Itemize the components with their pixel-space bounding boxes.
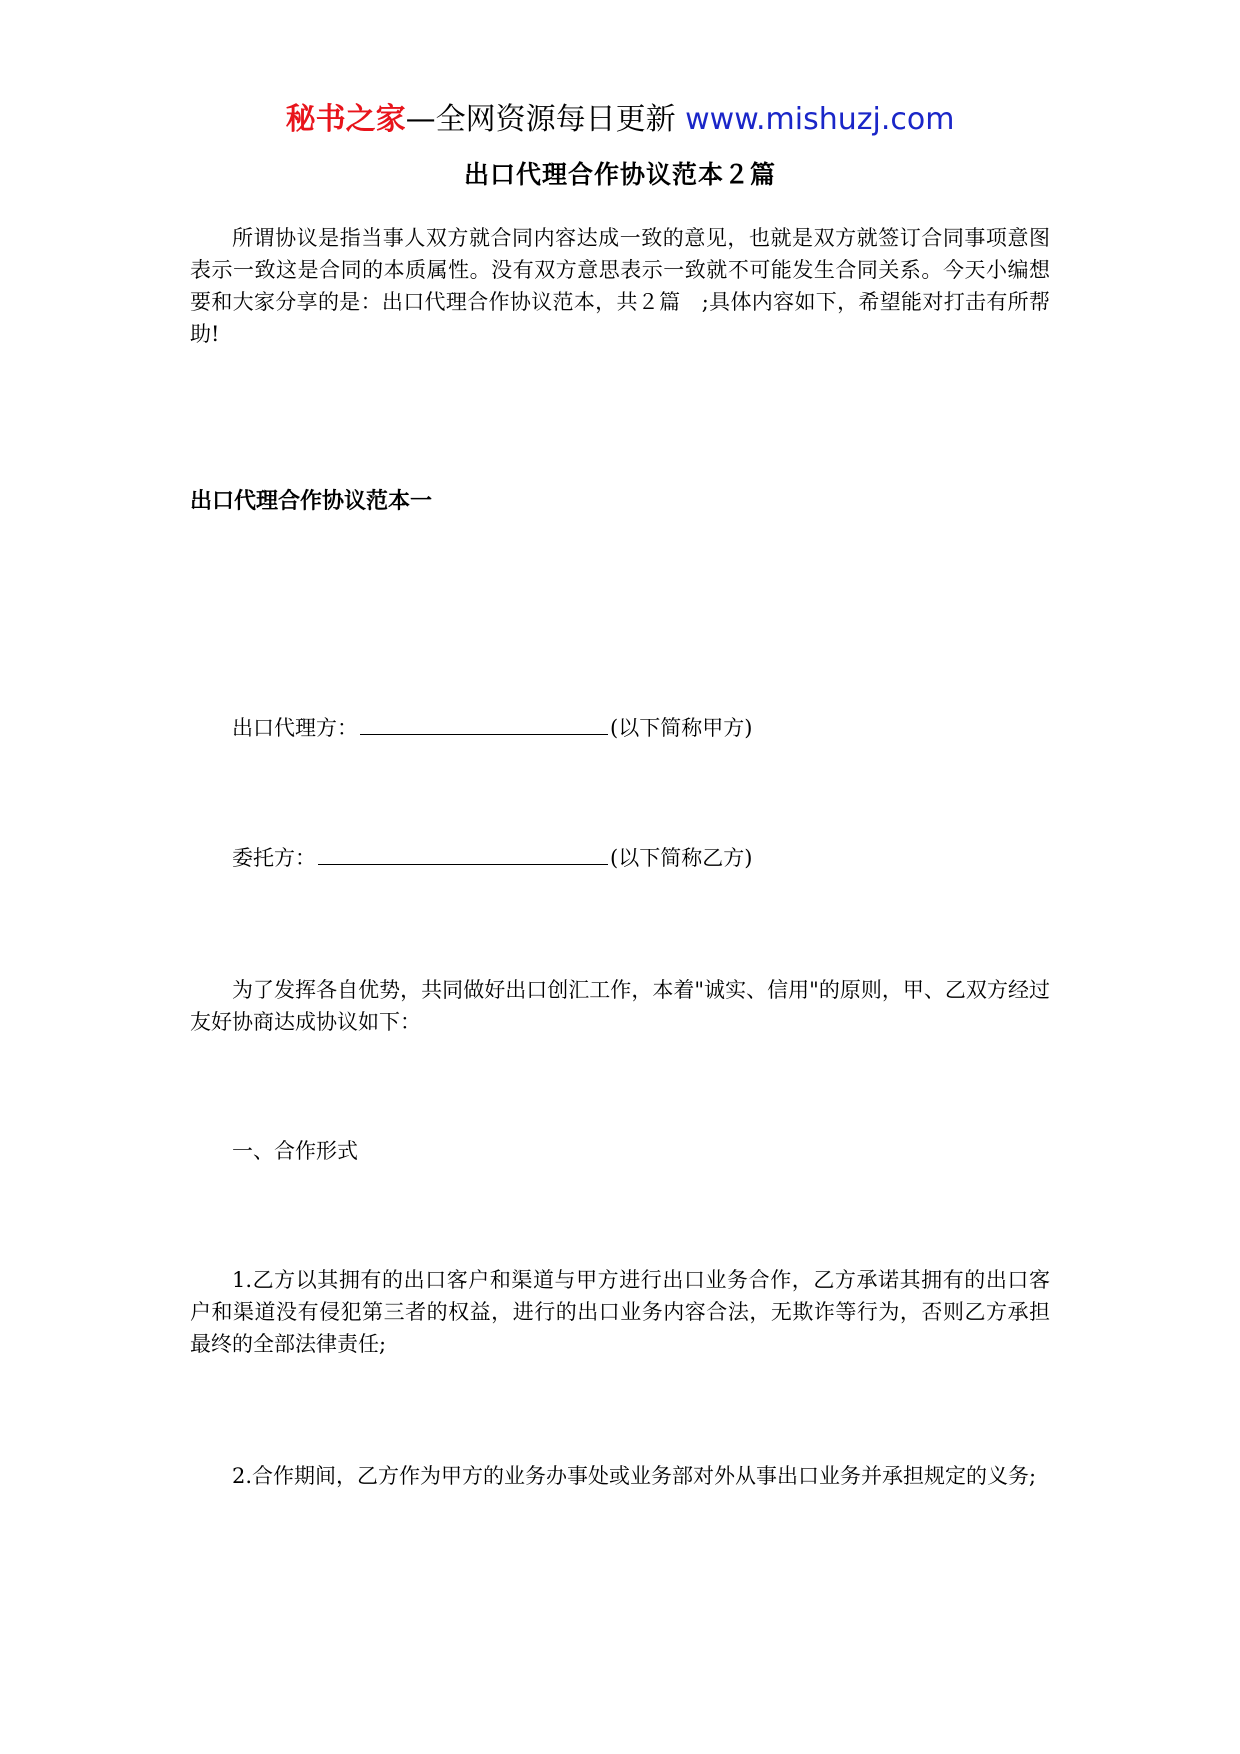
banner-dash: —	[405, 102, 436, 137]
party-b-label: 委托方：	[232, 846, 316, 870]
party-a-suffix: (以下简称甲方)	[610, 716, 753, 740]
clause-paragraph: 1.乙方以其拥有的出口客户和渠道与甲方进行出口业务合作，乙方承诺其拥有的出口客户和渠道没有侵犯第三者的权益，进行的出口业务内容合法，无欺诈等行为，否则乙方承担最终的全部法律责任;	[190, 1268, 1050, 1356]
party-a-line	[232, 712, 752, 744]
document-title: 出口代理合作协议范本２篇	[463, 160, 776, 189]
clause-paragraph: 2.合作期间，乙方作为甲方的业务办事处或业务部对外从事出口业务并承担规定的义务;	[232, 1464, 1037, 1488]
site-url-link[interactable]: www.mishuzj.com	[685, 102, 955, 137]
section-heading: 出口代理合作协议范本一	[190, 488, 433, 514]
site-slogan: 全网资源每日更新	[435, 102, 676, 137]
party-b-suffix: (以下简称乙方)	[610, 846, 753, 870]
site-banner	[0, 100, 1240, 140]
clause-heading: 一、合作形式	[232, 1139, 358, 1163]
party-a-blank-field[interactable]	[360, 714, 608, 735]
preamble-paragraph: 为了发挥各自优势，共同做好出口创汇工作，本着"诚实、信用"的原则，甲、乙双方经过友好协商达成协议如下：	[190, 978, 1050, 1034]
site-brand: 秘书之家	[285, 102, 406, 137]
intro-paragraph: 所谓协议是指当事人双方就合同内容达成一致的意见，也就是双方就签订合同事项意图表示一致这是合同的本质属性。没有双方意思表示一致就不可能发生合同关系。今天小编想要和大家分享的是：出口代理合作协议范本，共２篇 ;具体内容如下，希望能对打击有所帮助!	[190, 226, 1050, 346]
party-b-blank-field[interactable]	[318, 844, 608, 865]
party-a-label: 出口代理方：	[232, 716, 358, 740]
party-b-line	[232, 842, 752, 874]
